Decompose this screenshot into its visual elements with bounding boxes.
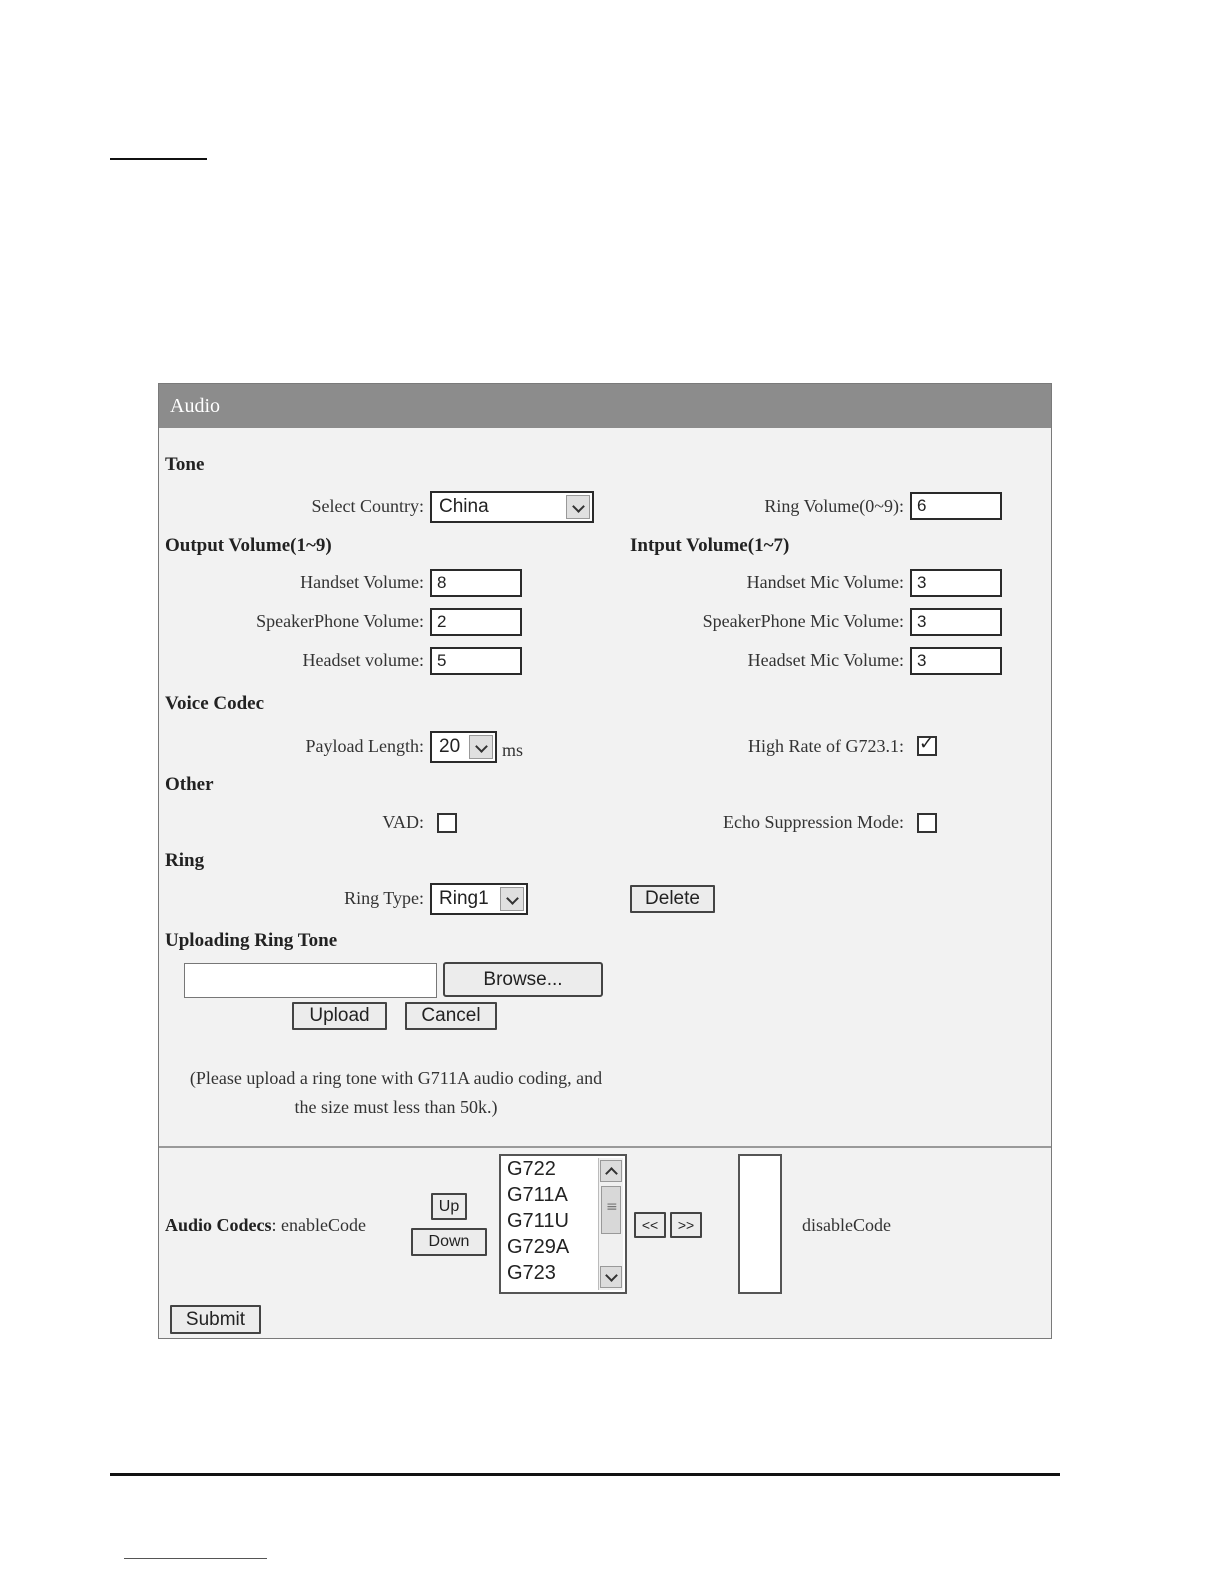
enable-code-label: : enableCode	[271, 1215, 366, 1235]
high-rate-checkbox[interactable]	[917, 733, 937, 756]
handset-volume-input[interactable]: 8	[430, 569, 522, 597]
payload-unit: ms	[502, 740, 524, 760]
audio-codecs-heading: Audio Codecs	[165, 1215, 272, 1235]
codec-list-item[interactable]: G711U	[507, 1210, 569, 1232]
codec-list-scrollbar[interactable]	[598, 1158, 623, 1290]
high-rate-label: High Rate of G723.1:	[748, 736, 904, 756]
headset-volume-input[interactable]: 5	[430, 647, 522, 675]
chevron-down-icon	[500, 887, 524, 911]
payload-length-value: 20	[439, 736, 461, 757]
cancel-button[interactable]: Cancel	[405, 1002, 497, 1030]
audio-panel	[158, 383, 1052, 1339]
vad-label: VAD:	[382, 812, 424, 832]
headset-volume-label: Headset volume:	[302, 650, 424, 670]
footer-rule	[124, 1558, 267, 1559]
chevron-down-icon	[469, 735, 493, 759]
move-down-button[interactable]: Down	[411, 1228, 487, 1256]
panel-title: Audio	[159, 384, 1051, 428]
move-up-button[interactable]: Up	[431, 1193, 467, 1220]
ring-volume-label: Ring Volume(0~9):	[764, 496, 904, 516]
ring-type-select[interactable]	[430, 883, 528, 915]
scroll-down-icon[interactable]	[600, 1266, 622, 1288]
scroll-up-icon[interactable]	[600, 1160, 622, 1182]
output-volume-heading: Output Volume(1~9)	[165, 535, 332, 556]
submit-button[interactable]: Submit	[170, 1305, 261, 1334]
ring-type-value: Ring1	[439, 888, 489, 909]
upload-note	[159, 1064, 633, 1122]
upload-heading: Uploading Ring Tone	[165, 930, 338, 951]
section-divider	[159, 1146, 1051, 1148]
move-right-button[interactable]: >>	[670, 1212, 702, 1238]
codec-list-item[interactable]: G729A	[507, 1236, 570, 1258]
ring-volume-input[interactable]: 6	[910, 492, 1002, 520]
chevron-down-icon	[566, 495, 590, 519]
speakerphone-volume-input[interactable]: 2	[430, 608, 522, 636]
country-select[interactable]	[430, 491, 594, 523]
select-country-label: Select Country:	[311, 496, 424, 516]
headset-mic-volume-input[interactable]: 3	[910, 647, 1002, 675]
browse-button[interactable]: Browse...	[443, 962, 603, 997]
speakerphone-volume-label: SpeakerPhone Volume:	[256, 611, 424, 631]
codec-list-item[interactable]: G723	[507, 1262, 556, 1284]
echo-suppression-label: Echo Suppression Mode:	[723, 812, 904, 832]
upload-note-line2: the size must less than 50k.)	[294, 1097, 498, 1117]
scroll-thumb[interactable]	[601, 1186, 621, 1234]
audio-codecs-label	[165, 1215, 366, 1236]
enabled-codecs-list[interactable]	[499, 1154, 627, 1294]
codec-list-item[interactable]: G711A	[507, 1184, 568, 1206]
vad-checkbox[interactable]	[437, 813, 457, 833]
file-path-input[interactable]	[184, 963, 437, 998]
checkmark-icon: ✓	[919, 733, 935, 754]
ring-type-label: Ring Type:	[344, 888, 424, 908]
disable-code-label: disableCode	[802, 1215, 891, 1235]
country-select-value: China	[439, 496, 489, 517]
upload-button[interactable]: Upload	[292, 1002, 387, 1030]
disabled-codecs-list[interactable]	[738, 1154, 782, 1294]
ring-heading: Ring	[165, 850, 205, 871]
upload-note-line1: (Please upload a ring tone with G711A audio coding, and	[189, 1068, 603, 1088]
input-volume-heading: Intput Volume(1~7)	[630, 535, 790, 556]
top-rule	[110, 158, 207, 160]
handset-mic-volume-label: Handset Mic Volume:	[746, 572, 904, 592]
voice-codec-heading: Voice Codec	[165, 693, 265, 714]
handset-mic-volume-input[interactable]: 3	[910, 569, 1002, 597]
payload-length-label: Payload Length:	[305, 736, 424, 756]
handset-volume-label: Handset Volume:	[300, 572, 424, 592]
bottom-rule	[110, 1473, 1060, 1476]
codec-list-item[interactable]: G722	[507, 1158, 556, 1180]
speakerphone-mic-volume-label: SpeakerPhone Mic Volume:	[702, 611, 904, 631]
move-left-button[interactable]: <<	[634, 1212, 666, 1238]
headset-mic-volume-label: Headset Mic Volume:	[747, 650, 904, 670]
payload-length-select[interactable]	[430, 731, 497, 763]
speakerphone-mic-volume-input[interactable]: 3	[910, 608, 1002, 636]
echo-suppression-checkbox[interactable]	[917, 813, 937, 833]
tone-heading: Tone	[165, 454, 205, 475]
other-heading: Other	[165, 774, 214, 795]
delete-button[interactable]: Delete	[630, 885, 715, 913]
